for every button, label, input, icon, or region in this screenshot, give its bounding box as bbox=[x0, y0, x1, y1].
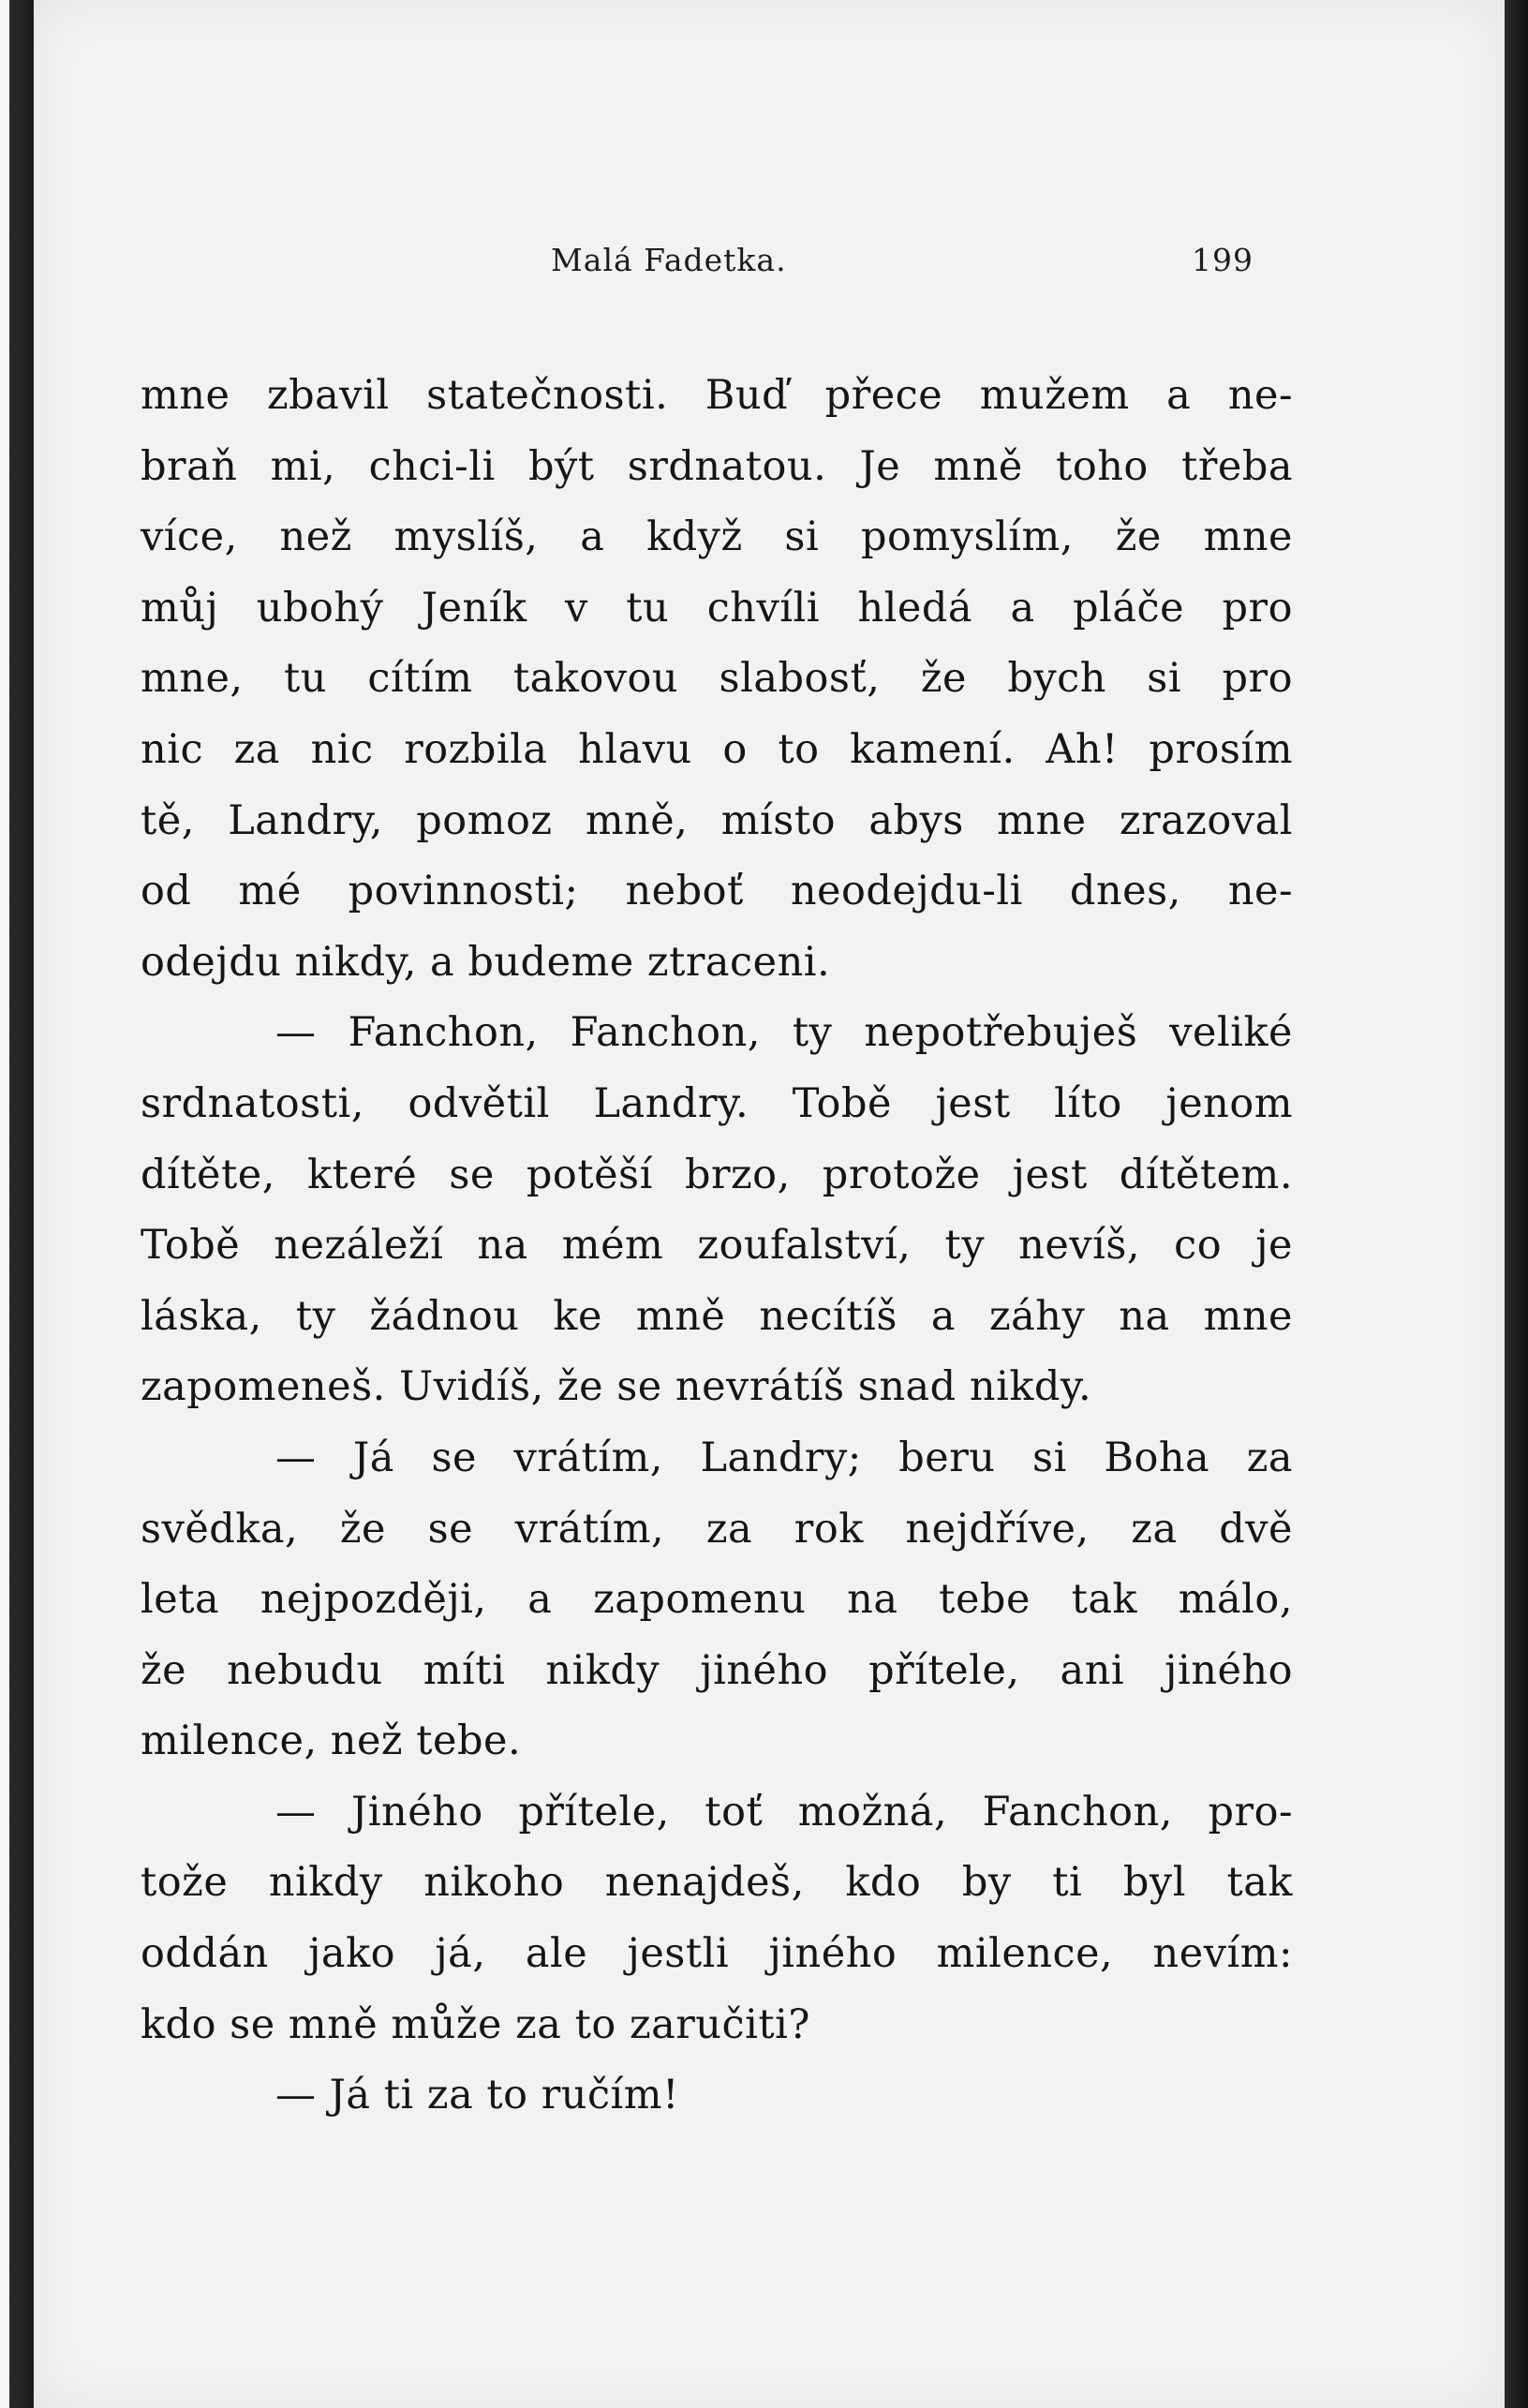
text-line: více, než myslíš, a když si pomyslím, že mne bbox=[141, 513, 1293, 561]
body-text bbox=[141, 361, 1293, 2132]
text-line: tože nikdy nikoho nenajdeš, kdo by ti byl tak bbox=[141, 1859, 1293, 1907]
text-line: srdnatosti, odvětil Landry. Tobě jest líto jenom bbox=[141, 1079, 1293, 1127]
text-line: braň mi, chci-li být srdnatou. Je mně toho třeba bbox=[141, 442, 1293, 490]
text-line: — Fanchon, Fanchon, ty nepotřebuješ veliké bbox=[275, 1009, 1293, 1057]
book-page bbox=[34, 0, 1505, 2408]
text-line: oddán jako já, ale jestli jiného milence, nevím: bbox=[141, 1930, 1293, 1978]
text-line: že nebudu míti nikdy jiného přítele, ani jiného bbox=[141, 1646, 1293, 1694]
text-line: Tobě nezáleží na mém zoufalství, ty nevíš, co je bbox=[141, 1222, 1293, 1270]
text-line: — Já ti za to ručím! bbox=[275, 2072, 679, 2119]
text-line: milence, než tebe. bbox=[141, 1717, 522, 1765]
text-line: mne, tu cítím takovou slabosť, že bych si pro bbox=[141, 655, 1293, 703]
text-line: můj ubohý Jeník v tu chvíli hledá a pláče pro bbox=[141, 584, 1293, 632]
book-gutter bbox=[0, 0, 34, 2408]
page-number: 199 bbox=[1192, 242, 1254, 278]
text-line: nic za nic rozbila hlavu o to kamení. Ah! prosím bbox=[141, 725, 1293, 773]
text-line: zapomeneš. Uvidíš, že se nevrátíš snad nikdy. bbox=[141, 1363, 1092, 1411]
text-line: od mé povinnosti; neboť neodejdu-li dnes, ne- bbox=[141, 868, 1293, 915]
text-line: mne zbavil statečnosti. Buď přece mužem a ne- bbox=[141, 372, 1293, 419]
text-line: dítěte, které se potěší brzo, protože jest dítětem. bbox=[141, 1151, 1293, 1198]
text-line: odejdu nikdy, a budeme ztraceni. bbox=[141, 938, 831, 986]
text-line: svědka, že se vrátím, za rok nejdříve, za dvě bbox=[141, 1505, 1293, 1553]
text-line: láska, ty žádnou ke mně necítíš a záhy na mne bbox=[141, 1292, 1293, 1340]
text-line: leta nejpozději, a zapomenu na tebe tak málo, bbox=[141, 1576, 1293, 1624]
running-title: Malá Fadetka. bbox=[551, 242, 787, 278]
text-line: tě, Landry, pomoz mně, místo abys mne zrazoval bbox=[141, 796, 1293, 844]
page-header bbox=[34, 242, 1505, 289]
text-line: — Jiného přítele, toť možná, Fanchon, pro- bbox=[275, 1788, 1293, 1836]
text-line: kdo se mně může za to zaručiti? bbox=[141, 2000, 810, 2048]
text-line: — Já se vrátím, Landry; beru si Boha za bbox=[275, 1434, 1293, 1481]
scan-border bbox=[1505, 0, 1528, 2408]
